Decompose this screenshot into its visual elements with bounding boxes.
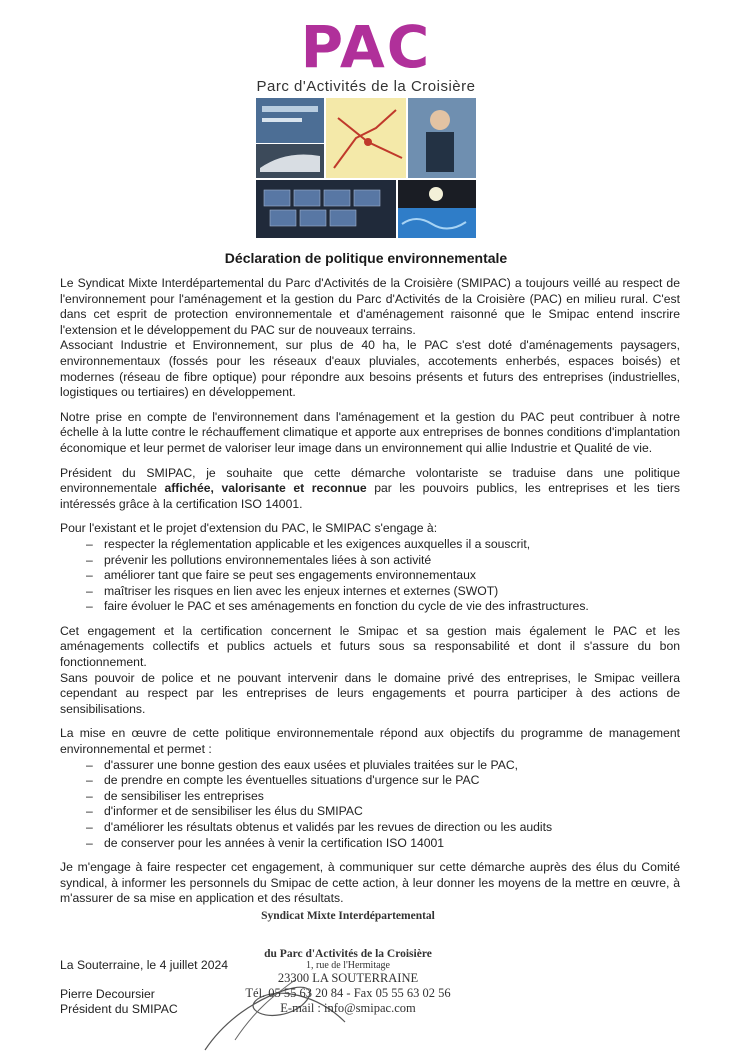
stamp-line-6: E-mail : info@smipac.com	[280, 1001, 416, 1015]
map-photo	[326, 98, 406, 178]
stamp-line-5: Tél. 05 55 63 20 84 - Fax 05 55 63 02 56	[245, 986, 451, 1000]
list-item: – respecter la réglementation applicable et les exigences auxquelles il a souscrit,	[60, 537, 680, 553]
list-item: – prévenir les pollutions environnementales liées à son activité	[60, 553, 680, 569]
list-item: – de conserver pour les années à venir la certification ISO 14001	[60, 836, 680, 852]
pac-logo: PAC	[300, 13, 432, 81]
list-item: – d'assurer une bonne gestion des eaux usées et pluviales traitées sur le PAC,	[60, 758, 680, 774]
list-item: – d'améliorer les résultats obtenus et validés par les revues de direction ou les audits	[60, 820, 680, 836]
commitments-list	[60, 537, 680, 615]
stamp-line-2: du Parc d'Activités de la Croisière	[264, 948, 432, 960]
paragraph-environnement: Notre prise en compte de l'environnement dans l'aménagement et la gestion du PAC peut contribuer à notre échelle à la lutte contre le réchauffement climatique et apporte aux entreprises de bonnes conditions d'implantation économique et leur permet de valoriser leur image dans un environnement qui allie Industrie et Qualité de vie.	[60, 409, 680, 455]
stamp-line-1: Syndicat Mixte Interdépartemental	[261, 910, 435, 922]
list-item: – améliorer tant que faire se peut ses engagements environnementaux	[60, 568, 680, 584]
signatory-name: Pierre Decoursier	[60, 987, 155, 1001]
logo-block	[0, 13, 732, 95]
stamp-line-4: 23300 LA SOUTERRAINE	[277, 971, 419, 985]
paragraph-police: Sans pouvoir de police et ne pouvant intervenir dans le domaine privé des entreprises, le Smipac veillera cependant au respect par les entreprises de leurs engagements et pourra participer à des actions de sensibilisations.	[60, 670, 680, 716]
list-item: – de sensibiliser les entreprises	[60, 789, 680, 805]
president-text-end: par les pouvoirs publics, les entreprises et les tiers intéressés grâce à la certification ISO 14001.	[60, 481, 680, 511]
official-stamp	[228, 910, 468, 1016]
paragraph-president	[60, 466, 680, 513]
document-body	[60, 276, 680, 907]
solar-panels-photo	[256, 180, 396, 238]
objectives-intro: La mise en œuvre de cette politique environnementale répond aux objectifs du programme de management environnemental et permet :	[60, 726, 680, 757]
paragraph-certification-scope: Cet engagement et la certification concernent le Smipac et sa gestion mais également le PAC et les aménagements collectifs et publics actuels et futurs sous sa responsabilité et dont il s'assure du bon fonctionnement.	[60, 623, 680, 670]
logo-subtitle: Parc d'Activités de la Croisière	[256, 78, 476, 95]
commitments-intro: Pour l'existant et le projet d'extension du PAC, le SMIPAC s'engage à:	[60, 521, 438, 536]
paragraph-intro: Le Syndicat Mixte Interdépartemental du Parc d'Activités de la Croisière (SMIPAC) a toujours veillé au respect de l'environnement pour l'aménagement et la gestion du Parc d'Activités de la Croisière (PAC) en milieu rural. C'est dans cet esprit de protection environnementale et d'aménagement raisonné que le Smipac entend inscrire l'extension et le développement du PAC sur de nouveaux terrains.	[60, 276, 680, 337]
president-text-start: Président du SMIPAC, je souhaite que cette démarche volontariste se traduise dans une politique environnementale	[60, 465, 680, 496]
list-item: – faire évoluer le PAC et ses aménagements en fonction du cycle de vie des infrastructures.	[60, 599, 680, 615]
paragraph-amenagements: Associant Industrie et Environnement, sur plus de 40 ha, le PAC s'est doté d'aménagements paysagers, environnementaux (fossés pour les réseaux d'eaux pluviales, accotements enherbés, espaces boisés) et modernes (réseau de fibre optique) pour répondre aux besoins présents et futurs des entreprises (industrielles, logistiques ou tertiaires) en développement.	[60, 338, 680, 400]
signatory-role: Président du SMIPAC	[60, 1002, 178, 1016]
document-title: Déclaration de politique environnementale	[224, 250, 508, 266]
objectives-list	[60, 758, 680, 852]
paragraph-engagement: Je m'engage à faire respecter cet engagement, à communiquer sur cette démarche auprès des élus du Comité syndical, à informer les personnels du Smipac de cette action, à leur donner les moyens de la mettre en œuvre, à m'assurer de sa mise en application et des résultats.	[60, 860, 680, 906]
photo-collage	[256, 98, 476, 238]
president-emphasis: affichée, valorisante et reconnue	[164, 481, 367, 496]
list-item: – maîtriser les risques en lien avec les enjeux internes et externes (SWOT)	[60, 584, 680, 600]
place-date: La Souterraine, le 4 juillet 2024	[60, 958, 229, 972]
list-item: – d'informer et de sensibiliser les élus du SMIPAC	[60, 804, 680, 820]
stamp-line-3: 1, rue de l'Hermitage	[306, 960, 390, 971]
list-item: – de prendre en compte les éventuelles situations d'urgence sur le PAC	[60, 773, 680, 789]
